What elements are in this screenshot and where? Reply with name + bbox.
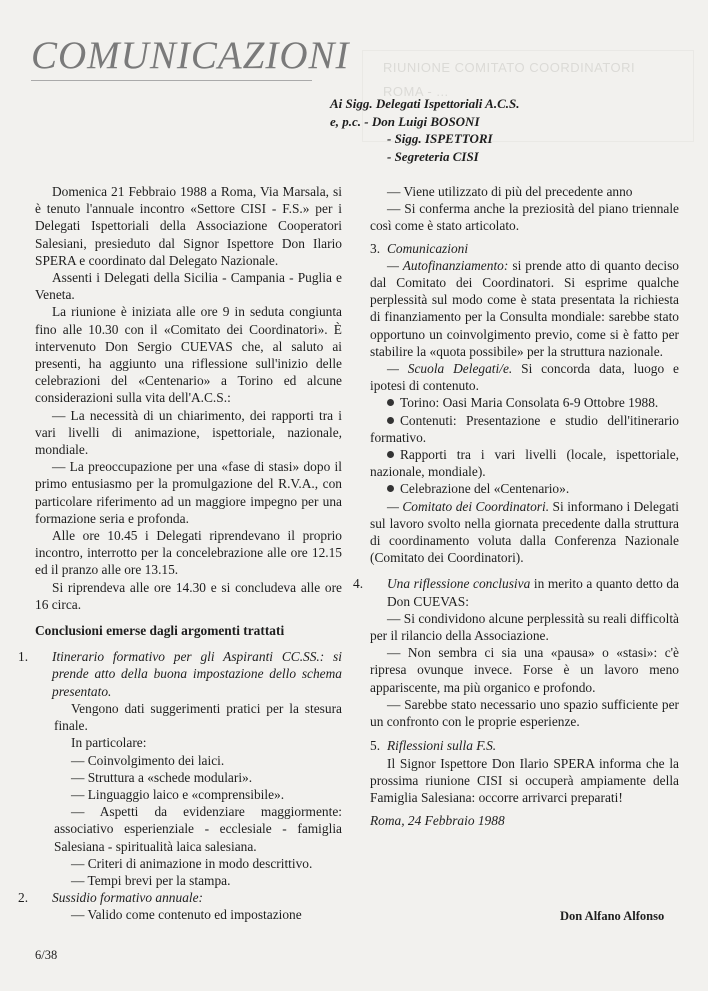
page-number: 6/38	[35, 948, 58, 962]
bullet-item	[370, 446, 679, 480]
paragraph: Alle ore 10.45 i Delegati riprendevano il proprio incontro, interrotto per la concelebrazione alle ore 12.15 ed il pranzo alle ore 13.15.	[35, 528, 342, 578]
right-column	[353, 183, 680, 829]
item-number: 2.	[18, 890, 29, 906]
item-body	[35, 700, 342, 889]
bullet-icon	[387, 399, 394, 406]
addressee-block	[330, 95, 519, 165]
item-title-rest: in merito a quanto detto da Don CUEVAS:	[387, 576, 679, 609]
list-item: — Criteri di animazione in modo descrittivo.	[71, 855, 313, 871]
numbered-item	[18, 889, 342, 906]
paragraph: Si riprendeva alle ore 14.30 e si concludeva alle ore 16 circa.	[35, 579, 342, 612]
bullet-text: Torino: Oasi Maria Consolata 6-9 Ottobre 1988.	[400, 395, 659, 411]
list-item: — Valido come contenuto ed impostazione	[71, 907, 302, 923]
lead-phrase: — Autofinanziamento:	[387, 257, 509, 273]
numbered-item	[18, 648, 342, 700]
lead-phrase: — Comitato dei Coordinatori.	[387, 498, 550, 514]
bullet-text: Celebrazione del «Centenario».	[400, 481, 570, 497]
list-item: — Tempi brevi per la stampa.	[71, 872, 231, 888]
item-body	[35, 906, 342, 923]
paragraph: — Sarebbe stato necessario uno spazio sufficiente per un confronto con le proprie esperienze.	[370, 696, 679, 730]
bullet-icon	[387, 451, 394, 458]
left-column	[18, 183, 342, 924]
paragraph: Assenti i Delegati della Sicilia - Campania - Puglia e Veneta.	[35, 270, 342, 303]
bullet-item	[370, 480, 679, 497]
paragraph: — Si condividono alcune perplessità su reali difficoltà per il rilancio della Associazione.	[370, 610, 679, 644]
bullet-icon	[387, 485, 394, 492]
item-number: 5.	[370, 738, 381, 754]
lead-phrase: — Scuola Delegati/e.	[387, 361, 513, 377]
bullet-item	[370, 394, 679, 411]
item-title: Comunicazioni	[387, 240, 469, 256]
paragraph: Vengono dati suggerimenti pratici per la stesura finale.	[54, 700, 342, 734]
item-body	[370, 610, 679, 730]
paragraph: — Non sembra ci sia una «pausa» o «stasi»: c'è ripresa ovunque invece. Forse è un lavoro meno appariscente, ma più organico e profondo.	[370, 645, 679, 695]
addressee-line: - Segreteria CISI	[387, 148, 479, 164]
paragraph	[370, 257, 679, 360]
title-rule	[31, 80, 312, 81]
date-line: Roma, 24 Febbraio 1988	[370, 813, 505, 829]
signature: Don Alfano Alfonso	[560, 909, 665, 923]
item-title: Itinerario formativo per gli Aspiranti CC.SS.: si prende atto della buona impostazione dello schema presentato.	[52, 649, 342, 699]
bullet-icon	[387, 417, 394, 424]
bullet-item	[370, 412, 679, 446]
paragraph: Il Signor Ispettore Don Ilario SPERA informa che la prossima riunione CISI si occuperà ampiamente della Famiglia Salesiana: occorre arrivarci preparati!	[370, 755, 679, 805]
paragraph: — Viene utilizzato di più del precedente anno	[387, 184, 633, 199]
addressee-line: e, p.c. - Don Luigi BOSONI	[330, 113, 480, 129]
list-item: — Aspetti da evidenziare maggiormente: associativo esperienziale - ecclesiale - famiglia Salesiana - spiritualità laica salesiana.	[54, 804, 342, 854]
numbered-item	[370, 737, 679, 754]
numbered-item	[370, 240, 679, 257]
paragraph-text: si prende atto di quanto deciso dal Comitato dei Coordinatori. Si esprime qualche perplessità sul modo come è stata presentata la richiesta di finanziamento per la Consulta mondiale: sarebbe stato opportuno un coinvolgimento previo, come si è fatto per stabilire la «quota possibile» per la struttura nazionale.	[370, 257, 679, 359]
ghost-line: RIUNIONE COMITATO COORDINATORI	[383, 60, 636, 75]
list-item: — Coinvolgimento dei laici.	[71, 752, 225, 768]
bullet-text: Contenuti: Presentazione e studio dell'itinerario formativo.	[370, 412, 679, 445]
list-item: — Linguaggio laico e «comprensibile».	[71, 786, 285, 802]
bullet-text: Rapporti tra i vari livelli (locale, ispettoriale, nazionale, mondiale).	[370, 447, 679, 480]
item-title: Sussidio formativo annuale:	[52, 890, 204, 906]
ghost-line: ROMA - ...	[383, 84, 449, 99]
numbered-item	[353, 575, 679, 609]
paragraph-text: Si informano i Delegati sul lavoro svolto nella giornata precedente dalla struttura di coordinamento voluta dalla Conferenza Nazionale (Comitato dei Coordinatori).	[370, 498, 679, 566]
paragraph: In particolare:	[71, 735, 147, 751]
paragraph: La riunione è iniziata alle ore 9 in seduta congiunta fino alle 10.30 con il «Comitato dei Coordinatori». È intervenuto Don Sergio CUEVAS che, al saluto ai presenti, ha aggiunto una riflessione sull'inizio delle celebrazioni del «Centenario» a Torino ed alcune considerazioni sulla vita dell'A.C.S.:	[35, 304, 342, 406]
item-title: Riflessioni sulla F.S.	[387, 738, 497, 754]
item-number: 4.	[353, 576, 364, 592]
addressee-line: Ai Sigg. Delegati Ispettoriali A.C.S.	[330, 96, 520, 111]
item-number: 1.	[18, 649, 29, 665]
item-number: 3.	[370, 240, 381, 256]
paragraph: — La preoccupazione per una «fase di stasi» dopo il primo entusiasmo per la promulgazione del R.V.A., con particolare riferimento ad un maggiore impegno per una formazione seria e profonda.	[35, 459, 342, 526]
addressee-line: - Sigg. ISPETTORI	[387, 131, 493, 146]
paragraph: Domenica 21 Febbraio 1988 a Roma, Via Marsala, si è tenuto l'annuale incontro «Settore CISI - F.S.» per i Delegati Ispettoriali della Associazione Cooperatori Salesiani, presieduto dal Signor Ispettore Don Ilario SPERA e coordinato dal Delegato Nazionale.	[35, 184, 342, 268]
paragraph: — Si conferma anche la preziosità del piano triennale così come è stato articolato.	[370, 201, 679, 234]
item-title: Una riflessione conclusiva	[387, 576, 531, 592]
paragraph	[370, 360, 679, 394]
list-item: — Struttura a «schede modulari».	[71, 769, 253, 785]
paragraph	[370, 498, 679, 567]
page-title: COMUNICAZIONI	[31, 34, 350, 77]
section-heading: Conclusioni emerse dagli argomenti trattati	[35, 623, 285, 639]
paragraph: — La necessità di un chiarimento, dei rapporti tra i vari livelli di animazione, ispettoriale, nazionale, mondiale.	[35, 407, 342, 458]
paragraph-text: Si concorda data, luogo e ipotesi di contenuto.	[370, 361, 680, 394]
